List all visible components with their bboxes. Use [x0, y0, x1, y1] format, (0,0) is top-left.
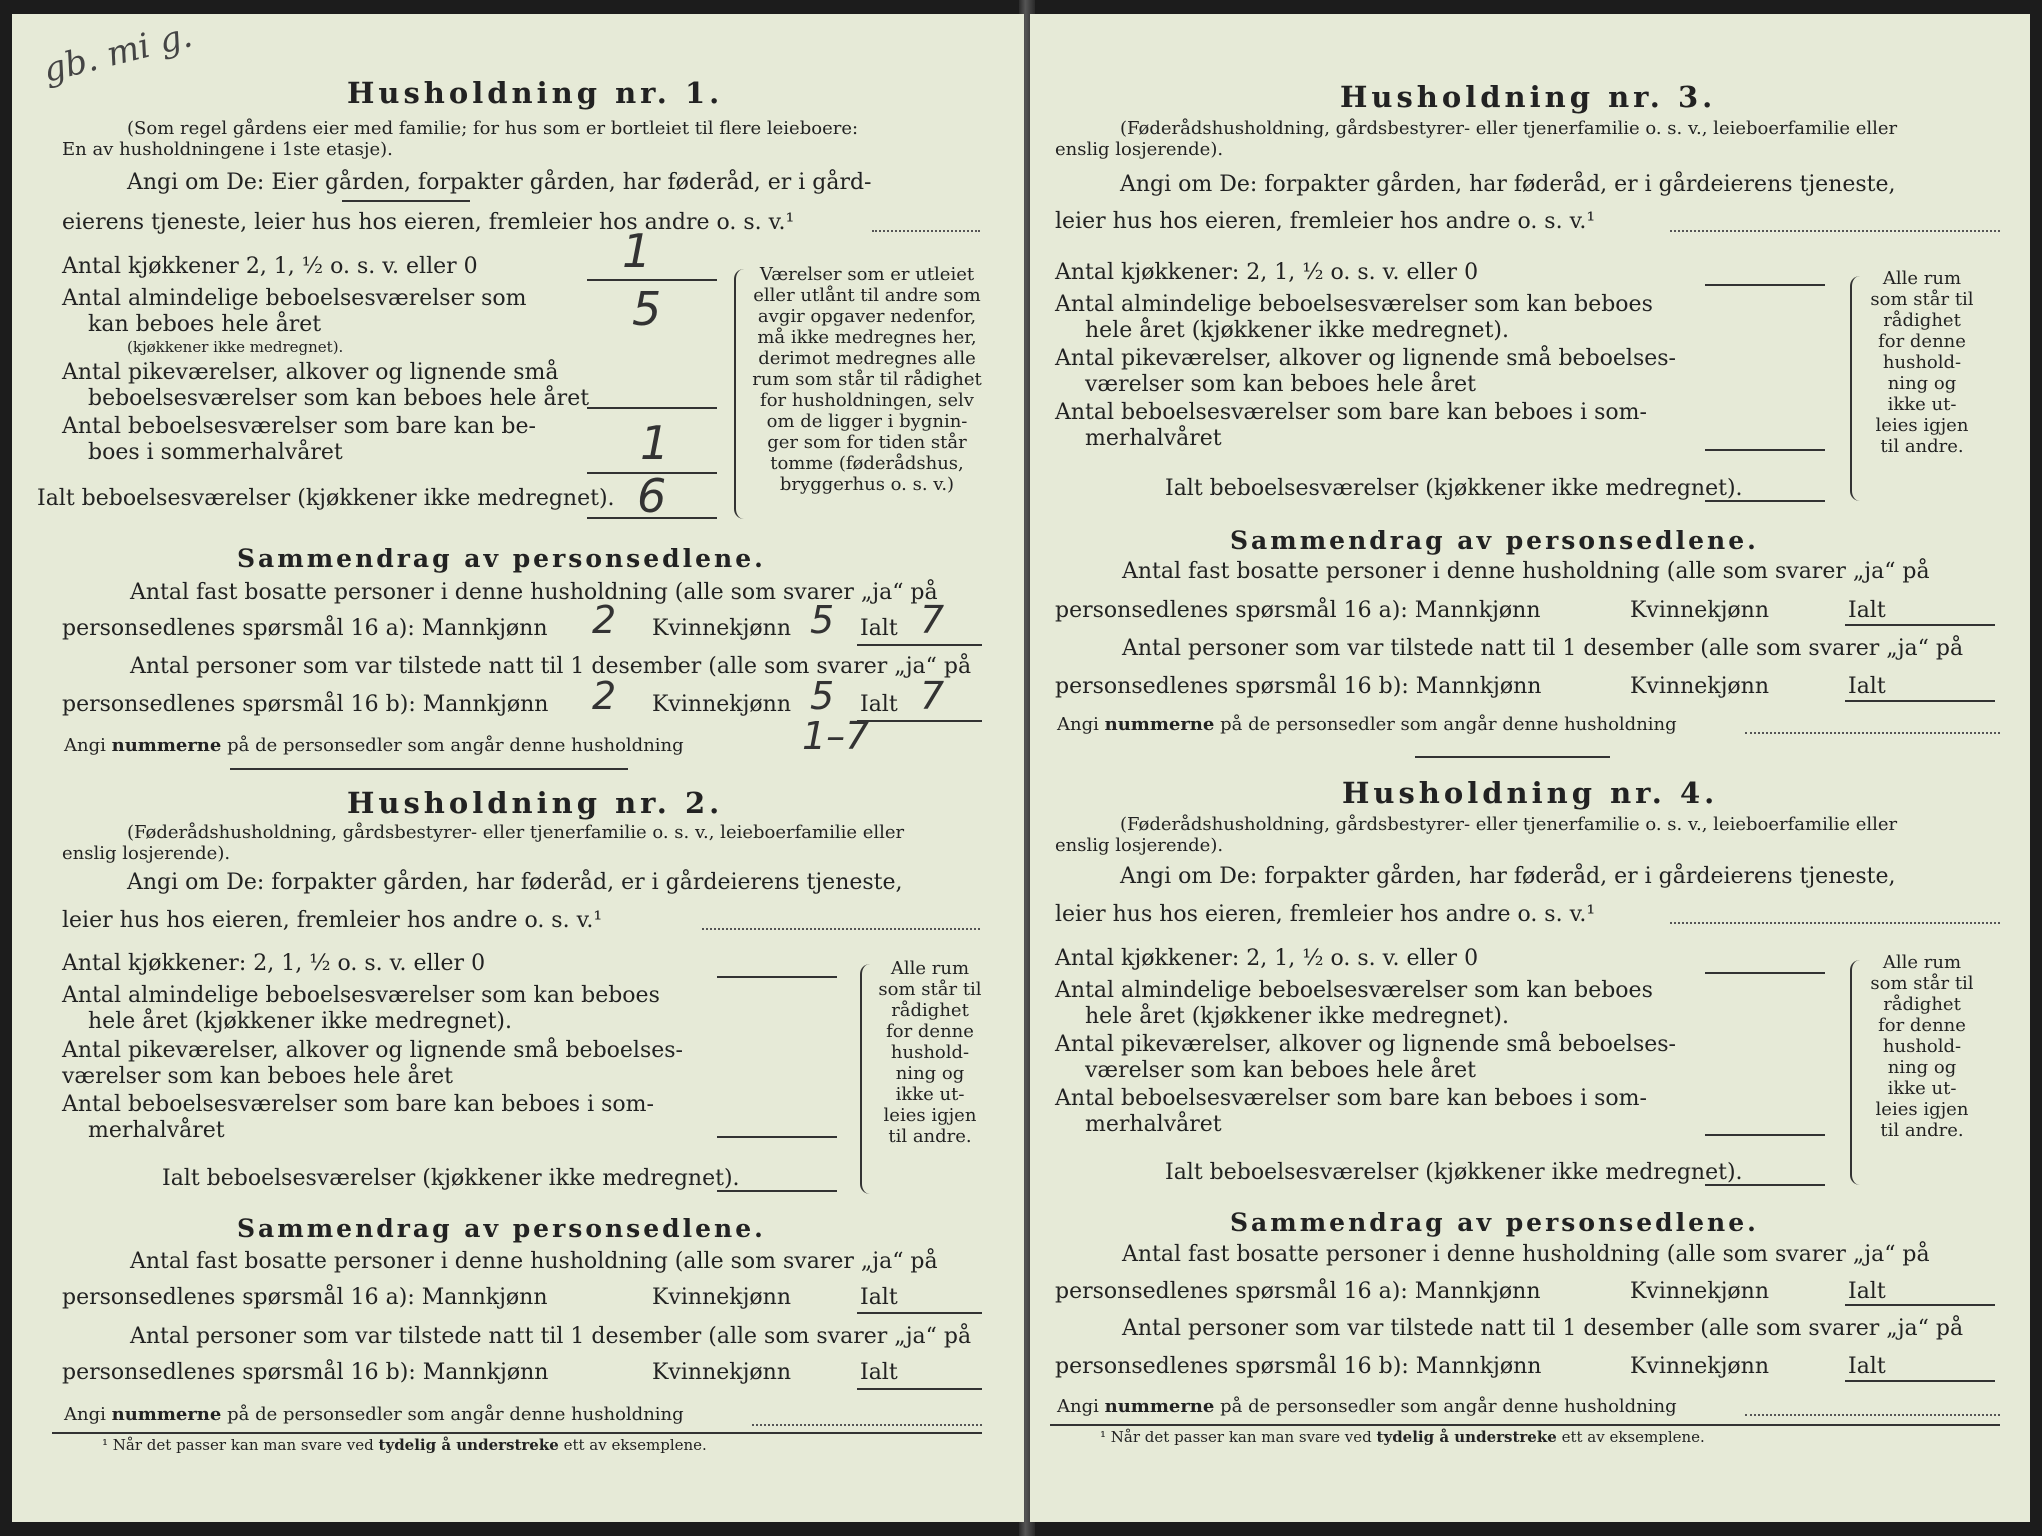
hh1-pike-label: Antal pikeværelser, alkover og lignende små	[62, 360, 559, 385]
hh1-kjokken-value: 1	[622, 224, 652, 278]
hh1-16b-line2: personsedlenes spørsmål 16 b): Mannkjønn	[62, 692, 549, 717]
hh1-nummer-bold: nummerne	[111, 735, 222, 756]
hh3-title: Husholdning nr. 3.	[1340, 80, 1717, 114]
hh3-line4	[1705, 449, 1825, 451]
hh3-brace	[1850, 276, 1862, 501]
hh4-sommer-label: Antal beboelsesværelser som bare kan beboes i som-	[1055, 1086, 1647, 1111]
hh3-summary-title: Sammendrag av personsedlene.	[1230, 526, 1759, 555]
left-footnote	[102, 1436, 707, 1454]
left-footnote-bold: tydelig å understreke	[378, 1436, 559, 1454]
hh2-line5	[717, 1190, 837, 1192]
hh3-16a-line1: Antal fast bosatte personer i denne husholdning (alle som svarer „ja“ på	[1122, 559, 1930, 584]
hh2-almindelige-label: Antal almindelige beboelsesværelser som kan beboes	[62, 983, 660, 1008]
hh3-nummer-bold: nummerne	[1104, 714, 1215, 735]
hh1-eier-underline	[342, 200, 470, 202]
hh3-16b-line2: personsedlenes spørsmål 16 b): Mannkjønn	[1055, 674, 1542, 699]
hh4-16b-kvinne-label: Kvinnekjønn	[1630, 1354, 1769, 1379]
hh3-16b-ialt-label: Ialt	[1848, 674, 1886, 699]
hh3-almindelige-label: Antal almindelige beboelsesværelser som kan beboes	[1055, 292, 1653, 317]
hh3-pike-label2: værelser som kan beboes hele året	[1085, 372, 1476, 397]
hh1-sommer-label: Antal beboelsesværelser som bare kan be-	[62, 414, 536, 439]
hh3-pike-label: Antal pikeværelser, alkover og lignende små beboelses-	[1055, 346, 1676, 371]
hh2-angi-line2: leier hus hos eieren, fremleier hos andre o. s. v.¹	[62, 908, 603, 933]
hh1-16a-mann: 2	[592, 598, 617, 642]
hh1-ialt-label: Ialt beboelsesværelser (kjøkkener ikke medregnet).	[37, 486, 615, 511]
hh2-16a-line1: Antal fast bosatte personer i denne husholdning (alle som svarer „ja“ på	[130, 1249, 938, 1274]
hh1-16a-ialt-label: Ialt	[860, 616, 898, 641]
hh4-line5	[1705, 1184, 1825, 1186]
handwritten-scribble: gb. mi g.	[39, 15, 197, 91]
hh4-sommer-label2: merhalvåret	[1085, 1112, 1222, 1137]
hh2-side-note: Alle rum som står til rådighet for denne hushold- ning og ikke ut- leies igjen til andre.	[878, 958, 982, 1147]
left-footnote-post: ett av eksemplene.	[563, 1436, 707, 1454]
hh3-16b-kvinne-label: Kvinnekjønn	[1630, 674, 1769, 699]
hh4-16a-line1: Antal fast bosatte personer i denne husholdning (alle som svarer „ja“ på	[1122, 1242, 1930, 1267]
hh1-nummer-line	[64, 735, 684, 756]
hh3-angi-dots	[1670, 230, 2000, 232]
hh1-16a-ialt-line	[857, 644, 982, 646]
hh4-16b-line2: personsedlenes spørsmål 16 b): Mannkjønn	[1055, 1354, 1542, 1379]
hh1-angi-line2: eierens tjeneste, leier hus hos eieren, fremleier hos andre o. s. v.¹	[62, 210, 795, 235]
hh4-16a-line2: personsedlenes spørsmål 16 a): Mannkjønn	[1055, 1279, 1541, 1304]
right-footnote-bold: tydelig å understreke	[1376, 1428, 1557, 1446]
right-footnote-pre: ¹ Når det passer kan man svare ved	[1100, 1428, 1372, 1446]
hh4-16a-ialt-line	[1845, 1304, 1995, 1306]
hh1-nummer-post: på de personsedler som angår denne husholdning	[227, 735, 684, 756]
hh4-note-line2: enslig losjerende).	[1055, 835, 1224, 856]
hh1-separator	[230, 768, 628, 770]
hh3-16b-ialt-line	[1845, 700, 1995, 702]
hh1-pike-label2: beboelsesværelser som kan beboes hele året	[88, 386, 590, 411]
hh2-kjokken-label: Antal kjøkkener: 2, 1, ½ o. s. v. eller 0	[62, 951, 486, 976]
hh1-16b-ialt-label: Ialt	[860, 692, 898, 717]
hh1-almindelige-label: Antal almindelige beboelsesværelser som	[62, 286, 527, 311]
left-page	[12, 14, 1024, 1522]
hh4-almindelige-label: Antal almindelige beboelsesværelser som kan beboes	[1055, 978, 1653, 1003]
hh3-nummer-line	[1057, 714, 1677, 735]
hh2-nummer-bold: nummerne	[111, 1404, 222, 1425]
hh3-16a-line2: personsedlenes spørsmål 16 a): Mannkjønn	[1055, 598, 1541, 623]
hh1-angi-dots	[872, 230, 980, 232]
hh2-nummer-pre: Angi	[64, 1404, 106, 1425]
hh4-nummer-line	[1057, 1396, 1677, 1417]
hh1-16b-mann: 2	[592, 674, 617, 718]
hh2-note-line1: (Føderådshusholdning, gårdsbestyrer- eller tjenerfamilie o. s. v., leieboerfamilie eller	[127, 822, 905, 843]
hh4-nummer-bold: nummerne	[1104, 1396, 1215, 1417]
hh1-side-note: Værelser som er utleiet eller utlånt til andre som avgir opgaver nedenfor, må ikke medregnes her, derimot medregnes alle rum som står til rådighet for husholdningen, selv om de ligger i bygnin- ger som for tiden står tomme (føderådshus, bryggerhus o. s. v.)	[752, 264, 982, 495]
hh4-nummer-post: på de personsedler som angår denne husholdning	[1220, 1396, 1677, 1417]
hh3-16b-line1: Antal personer som var tilstede natt til 1 desember (alle som svarer „ja“ på	[1122, 636, 1964, 661]
hh1-note-line2: En av husholdningene i 1ste etasje).	[62, 139, 393, 160]
hh2-angi-dots	[702, 928, 980, 930]
hh4-angi-line1: Angi om De: forpakter gården, har føderåd, er i gårdeierens tjeneste,	[1120, 864, 1896, 889]
left-footnote-pre: ¹ Når det passer kan man svare ved	[102, 1436, 374, 1454]
hh2-sommer-label2: merhalvåret	[88, 1118, 225, 1143]
hh4-nummer-pre: Angi	[1057, 1396, 1099, 1417]
hh4-ialt-label: Ialt beboelsesværelser (kjøkkener ikke medregnet).	[1165, 1160, 1743, 1185]
hh3-nummer-post: på de personsedler som angår denne husholdning	[1220, 714, 1677, 735]
hh3-almindelige-label2: hele året (kjøkkener ikke medregnet).	[1085, 318, 1509, 343]
hh2-angi-line1: Angi om De: forpakter gården, har føderåd, er i gårdeierens tjeneste,	[127, 870, 903, 895]
left-footer-rule	[52, 1432, 982, 1434]
hh2-16a-line2: personsedlenes spørsmål 16 a): Mannkjønn	[62, 1285, 548, 1310]
hh1-almindelige-note: (kjøkkener ikke medregnet).	[127, 338, 344, 356]
hh1-almindelige-value: 5	[632, 282, 662, 336]
hh1-16b-ialt: 7	[920, 674, 945, 718]
hh1-title: Husholdning nr. 1.	[347, 76, 724, 110]
hh1-16a-kvinne-label: Kvinnekjønn	[652, 616, 791, 641]
hh1-summary-title: Sammendrag av personsedlene.	[237, 544, 766, 573]
hh1-line5	[587, 517, 717, 519]
hh3-16a-kvinne-label: Kvinnekjønn	[1630, 598, 1769, 623]
hh3-note-line1: (Føderådshusholdning, gårdsbestyrer- eller tjenerfamilie o. s. v., leieboerfamilie eller	[1120, 118, 1898, 139]
hh1-nummer-pre: Angi	[64, 735, 106, 756]
right-footnote	[1100, 1428, 1705, 1446]
hh2-16b-ialt-label: Ialt	[860, 1360, 898, 1385]
hh4-note-line1: (Føderådshusholdning, gårdsbestyrer- eller tjenerfamilie o. s. v., leieboerfamilie eller	[1120, 814, 1898, 835]
hh4-brace	[1850, 960, 1862, 1185]
hh4-16b-line1: Antal personer som var tilstede natt til 1 desember (alle som svarer „ja“ på	[1122, 1316, 1964, 1341]
hh4-16a-ialt-label: Ialt	[1848, 1279, 1886, 1304]
hh4-16b-ialt-label: Ialt	[1848, 1354, 1886, 1379]
hh1-16b-kvinne-label: Kvinnekjønn	[652, 692, 791, 717]
hh1-line1	[587, 279, 717, 281]
hh4-almindelige-label2: hele året (kjøkkener ikke medregnet).	[1085, 1004, 1509, 1029]
hh2-16a-kvinne-label: Kvinnekjønn	[652, 1285, 791, 1310]
hh2-16b-line2: personsedlenes spørsmål 16 b): Mannkjønn	[62, 1360, 549, 1385]
hh4-line1	[1705, 972, 1825, 974]
hh1-line3	[587, 407, 717, 409]
hh4-summary-title: Sammendrag av personsedlene.	[1230, 1208, 1759, 1237]
hh1-16b-line1: Antal personer som var tilstede natt til 1 desember (alle som svarer „ja“ på	[130, 654, 972, 679]
hh1-16b-kvinne: 5	[810, 674, 835, 718]
hh2-line1	[717, 976, 837, 978]
hh4-line4	[1705, 1134, 1825, 1136]
hh4-side-note: Alle rum som står til rådighet for denne hushold- ning og ikke ut- leies igjen til andre.	[1870, 952, 1974, 1141]
hh3-line1	[1705, 284, 1825, 286]
hh2-pike-label: Antal pikeværelser, alkover og lignende små beboelses-	[62, 1038, 683, 1063]
hh1-sommer-value: 1	[640, 416, 670, 470]
hh4-title: Husholdning nr. 4.	[1342, 776, 1719, 810]
hh1-line4	[587, 472, 717, 474]
hh2-16b-kvinne-label: Kvinnekjønn	[652, 1360, 791, 1385]
hh3-ialt-label: Ialt beboelsesværelser (kjøkkener ikke medregnet).	[1165, 476, 1743, 501]
hh2-note-line2: enslig losjerende).	[62, 843, 231, 864]
hh2-almindelige-label2: hele året (kjøkkener ikke medregnet).	[88, 1009, 512, 1034]
hh3-nummer-pre: Angi	[1057, 714, 1099, 735]
hh4-nummer-dots	[1745, 1414, 2000, 1416]
hh3-sommer-label: Antal beboelsesværelser som bare kan beboes i som-	[1055, 400, 1647, 425]
hh1-16a-line1: Antal fast bosatte personer i denne husholdning (alle som svarer „ja“ på	[130, 580, 938, 605]
hh2-16a-ialt-label: Ialt	[860, 1285, 898, 1310]
hh1-note-line1: (Som regel gårdens eier med familie; for hus som er bortleiet til flere leieboere:	[127, 118, 859, 139]
hh4-angi-line2: leier hus hos eieren, fremleier hos andre o. s. v.¹	[1055, 902, 1596, 927]
hh2-16a-ialt-line	[857, 1312, 982, 1314]
hh1-nummer-value: 1–7	[802, 714, 870, 758]
hh1-16a-kvinne: 5	[810, 598, 835, 642]
hh3-kjokken-label: Antal kjøkkener: 2, 1, ½ o. s. v. eller 0	[1055, 260, 1479, 285]
right-page	[1030, 14, 2030, 1522]
hh1-sommer-label2: boes i sommerhalvåret	[88, 440, 343, 465]
hh4-pike-label: Antal pikeværelser, alkover og lignende små beboelses-	[1055, 1032, 1676, 1057]
hh1-16a-line2: personsedlenes spørsmål 16 a): Mannkjønn	[62, 616, 548, 641]
hh2-ialt-label: Ialt beboelsesværelser (kjøkkener ikke medregnet).	[162, 1166, 740, 1191]
hh3-note-line2: enslig losjerende).	[1055, 139, 1224, 160]
hh3-16a-ialt-line	[1845, 624, 1995, 626]
hh4-pike-label2: værelser som kan beboes hele året	[1085, 1058, 1476, 1083]
hh1-kjokken-label: Antal kjøkkener 2, 1, ½ o. s. v. eller 0	[62, 254, 478, 279]
hh1-16a-ialt: 7	[920, 598, 945, 642]
hh3-side-note: Alle rum som står til rådighet for denne hushold- ning og ikke ut- leies igjen til andre.	[1870, 268, 1974, 457]
hh3-angi-line2: leier hus hos eieren, fremleier hos andre o. s. v.¹	[1055, 209, 1596, 234]
hh2-sommer-label: Antal beboelsesværelser som bare kan beboes i som-	[62, 1092, 654, 1117]
hh1-ialt-value: 6	[637, 469, 667, 523]
hh2-nummer-post: på de personsedler som angår denne husholdning	[227, 1404, 684, 1425]
right-footer-rule	[1050, 1424, 2000, 1426]
hh2-16b-line1: Antal personer som var tilstede natt til 1 desember (alle som svarer „ja“ på	[130, 1324, 972, 1349]
hh3-16a-ialt-label: Ialt	[1848, 598, 1886, 623]
hh2-pike-label2: værelser som kan beboes hele året	[62, 1064, 453, 1089]
hh4-16a-kvinne-label: Kvinnekjønn	[1630, 1279, 1769, 1304]
hh4-16b-ialt-line	[1845, 1380, 1995, 1382]
hh2-line4	[717, 1136, 837, 1138]
hh2-summary-title: Sammendrag av personsedlene.	[237, 1214, 766, 1243]
hh1-almindelige-label2: kan beboes hele året	[88, 312, 322, 337]
right-footnote-post: ett av eksemplene.	[1561, 1428, 1705, 1446]
hh2-nummer-line	[64, 1404, 684, 1425]
hh3-sommer-label2: merhalvåret	[1085, 426, 1222, 451]
hh4-angi-dots	[1670, 922, 2000, 924]
hh1-16b-ialt-line	[857, 720, 982, 722]
hh2-16b-ialt-line	[857, 1388, 982, 1390]
hh4-kjokken-label: Antal kjøkkener: 2, 1, ½ o. s. v. eller 0	[1055, 946, 1479, 971]
hh3-line5	[1705, 500, 1825, 502]
hh3-separator	[1415, 756, 1610, 758]
hh3-angi-line1: Angi om De: forpakter gården, har føderåd, er i gårdeierens tjeneste,	[1120, 172, 1896, 197]
hh3-nummer-dots	[1745, 732, 2000, 734]
hh2-title: Husholdning nr. 2.	[347, 786, 724, 820]
hh2-nummer-dots	[752, 1424, 982, 1426]
hh1-brace	[734, 269, 746, 519]
hh1-angi-line1: Angi om De: Eier gården, forpakter gården, har føderåd, er i gård-	[127, 170, 872, 195]
